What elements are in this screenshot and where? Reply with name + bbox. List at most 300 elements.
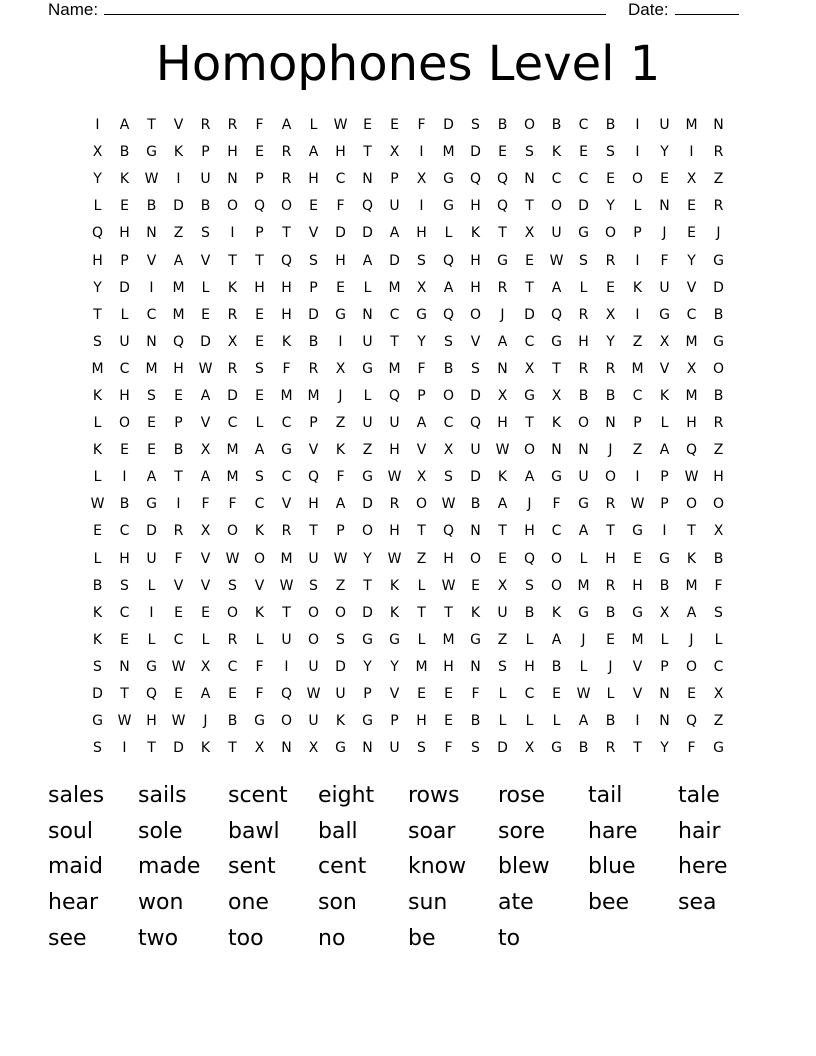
grid-letter[interactable]: W xyxy=(441,577,456,594)
grid-letter[interactable]: B xyxy=(497,117,508,134)
grid-letter[interactable]: M xyxy=(388,360,401,377)
grid-letter[interactable]: S xyxy=(93,658,102,675)
grid-letter[interactable]: K xyxy=(470,225,481,242)
grid-letter[interactable]: Q xyxy=(442,523,455,540)
grid-letter[interactable]: D xyxy=(335,658,346,675)
grid-letter[interactable]: D xyxy=(497,740,508,757)
grid-letter[interactable]: B xyxy=(443,360,454,377)
grid-letter[interactable]: E xyxy=(687,686,696,703)
grid-letter[interactable]: O xyxy=(550,550,563,567)
grid-letter[interactable]: K xyxy=(200,740,211,757)
grid-letter[interactable]: F xyxy=(687,740,696,757)
grid-letter[interactable]: N xyxy=(281,740,292,757)
grid-letter[interactable]: C xyxy=(146,306,157,323)
grid-letter[interactable]: E xyxy=(228,686,237,703)
date-blank-line[interactable] xyxy=(675,0,739,15)
grid-letter[interactable]: R xyxy=(497,279,508,296)
grid-letter[interactable]: C xyxy=(551,523,562,540)
grid-letter[interactable]: Y xyxy=(390,658,399,675)
grid-letter[interactable]: B xyxy=(605,117,616,134)
grid-letter[interactable]: Q xyxy=(388,387,401,404)
grid-letter[interactable]: E xyxy=(687,198,696,215)
grid-letter[interactable]: G xyxy=(551,333,562,350)
grid-letter[interactable]: F xyxy=(282,360,291,377)
grid-letter[interactable]: X xyxy=(713,686,724,703)
grid-letter[interactable]: J xyxy=(689,631,694,648)
grid-letter[interactable]: U xyxy=(497,604,508,621)
grid-letter[interactable]: H xyxy=(470,252,481,269)
grid-letter[interactable]: O xyxy=(685,658,698,675)
grid-letter[interactable]: Q xyxy=(442,306,455,323)
grid-letter[interactable]: X xyxy=(227,333,238,350)
grid-letter[interactable]: S xyxy=(309,577,318,594)
grid-letter[interactable]: T xyxy=(390,333,399,350)
grid-letter[interactable]: B xyxy=(470,713,481,730)
grid-letter[interactable]: W xyxy=(333,117,348,134)
grid-letter[interactable]: C xyxy=(227,658,238,675)
grid-letter[interactable]: J xyxy=(581,631,586,648)
grid-letter[interactable]: C xyxy=(551,171,562,188)
grid-letter[interactable]: G xyxy=(578,604,589,621)
grid-letter[interactable]: R xyxy=(227,117,238,134)
grid-letter[interactable]: F xyxy=(444,740,453,757)
grid-letter[interactable]: F xyxy=(714,577,723,594)
grid-letter[interactable]: R xyxy=(713,415,724,432)
grid-letter[interactable]: I xyxy=(338,333,343,350)
grid-letter[interactable]: D xyxy=(362,496,373,513)
grid-letter[interactable]: L xyxy=(93,550,102,567)
grid-letter[interactable]: H xyxy=(416,713,427,730)
grid-letter[interactable]: E xyxy=(120,442,129,459)
grid-letter[interactable]: T xyxy=(525,198,534,215)
grid-letter[interactable]: S xyxy=(444,333,453,350)
grid-letter[interactable]: H xyxy=(308,171,319,188)
grid-letter[interactable]: C xyxy=(713,658,724,675)
grid-letter[interactable]: M xyxy=(442,631,455,648)
grid-letter[interactable]: S xyxy=(309,252,318,269)
grid-letter[interactable]: D xyxy=(713,279,724,296)
grid-letter[interactable]: C xyxy=(389,306,400,323)
grid-letter[interactable]: O xyxy=(604,469,617,486)
grid-letter[interactable]: S xyxy=(120,577,129,594)
grid-letter[interactable]: O xyxy=(307,631,320,648)
grid-letter[interactable]: G xyxy=(389,631,400,648)
grid-letter[interactable]: N xyxy=(362,171,373,188)
grid-letter[interactable]: A xyxy=(551,631,562,648)
grid-letter[interactable]: R xyxy=(605,577,616,594)
grid-letter[interactable]: C xyxy=(686,306,697,323)
grid-letter[interactable]: R xyxy=(389,496,400,513)
grid-letter[interactable]: S xyxy=(471,360,480,377)
grid-letter[interactable]: D xyxy=(470,387,481,404)
grid-letter[interactable]: L xyxy=(255,415,264,432)
grid-letter[interactable]: E xyxy=(255,387,264,404)
grid-letter[interactable]: H xyxy=(281,279,292,296)
grid-letter[interactable]: F xyxy=(201,496,210,513)
grid-letter[interactable]: C xyxy=(524,333,535,350)
grid-letter[interactable]: V xyxy=(200,252,211,269)
grid-letter[interactable]: I xyxy=(176,496,181,513)
grid-letter[interactable]: Q xyxy=(496,198,509,215)
grid-letter[interactable]: F xyxy=(228,496,237,513)
grid-letter[interactable]: N xyxy=(497,360,508,377)
grid-letter[interactable]: O xyxy=(226,523,239,540)
grid-letter[interactable]: B xyxy=(551,658,562,675)
grid-letter[interactable]: U xyxy=(389,415,400,432)
grid-letter[interactable]: S xyxy=(228,577,237,594)
grid-letter[interactable]: I xyxy=(635,144,640,161)
grid-letter[interactable]: E xyxy=(498,550,507,567)
grid-letter[interactable]: M xyxy=(415,658,428,675)
grid-letter[interactable]: S xyxy=(606,144,615,161)
grid-letter[interactable]: G xyxy=(443,171,454,188)
grid-letter[interactable]: S xyxy=(714,604,723,621)
grid-letter[interactable]: A xyxy=(119,117,130,134)
grid-letter[interactable]: H xyxy=(470,279,481,296)
grid-letter[interactable]: C xyxy=(254,496,265,513)
grid-letter[interactable]: V xyxy=(200,577,211,594)
grid-letter[interactable]: F xyxy=(255,686,264,703)
grid-letter[interactable]: T xyxy=(687,523,696,540)
grid-letter[interactable]: L xyxy=(579,279,588,296)
grid-letter[interactable]: B xyxy=(308,333,319,350)
grid-letter[interactable]: W xyxy=(117,713,132,730)
grid-letter[interactable]: T xyxy=(417,604,426,621)
grid-letter[interactable]: H xyxy=(470,198,481,215)
grid-letter[interactable]: I xyxy=(122,740,127,757)
grid-letter[interactable]: L xyxy=(120,306,129,323)
grid-letter[interactable]: L xyxy=(147,631,156,648)
grid-letter[interactable]: F xyxy=(255,658,264,675)
grid-letter[interactable]: F xyxy=(255,117,264,134)
grid-letter[interactable]: M xyxy=(172,279,185,296)
grid-letter[interactable]: H xyxy=(524,523,535,540)
grid-letter[interactable]: M xyxy=(685,333,698,350)
grid-letter[interactable]: F xyxy=(417,360,426,377)
grid-letter[interactable]: B xyxy=(605,604,616,621)
grid-letter[interactable]: K xyxy=(227,279,238,296)
grid-letter[interactable]: M xyxy=(388,279,401,296)
grid-letter[interactable]: P xyxy=(363,686,372,703)
grid-letter[interactable]: H xyxy=(308,496,319,513)
grid-letter[interactable]: D xyxy=(173,740,184,757)
grid-letter[interactable]: W xyxy=(387,469,402,486)
grid-letter[interactable]: H xyxy=(119,387,130,404)
grid-letter[interactable]: S xyxy=(525,144,534,161)
grid-letter[interactable]: J xyxy=(716,225,721,242)
grid-letter[interactable]: O xyxy=(334,604,347,621)
grid-letter[interactable]: O xyxy=(253,550,266,567)
grid-letter[interactable]: U xyxy=(362,415,373,432)
grid-letter[interactable]: T xyxy=(174,469,183,486)
grid-letter[interactable]: P xyxy=(120,252,129,269)
grid-letter[interactable]: R xyxy=(227,306,238,323)
grid-letter[interactable]: Y xyxy=(417,333,426,350)
grid-letter[interactable]: T xyxy=(552,360,561,377)
grid-letter[interactable]: X xyxy=(551,387,562,404)
grid-letter[interactable]: E xyxy=(120,631,129,648)
grid-letter[interactable]: K xyxy=(92,442,103,459)
grid-letter[interactable]: E xyxy=(174,686,183,703)
grid-letter[interactable]: L xyxy=(201,279,210,296)
grid-letter[interactable]: E xyxy=(606,631,615,648)
grid-letter[interactable]: B xyxy=(146,198,157,215)
grid-letter[interactable]: H xyxy=(254,279,265,296)
grid-letter[interactable]: Q xyxy=(361,198,374,215)
grid-letter[interactable]: L xyxy=(363,279,372,296)
grid-letter[interactable]: T xyxy=(120,686,129,703)
grid-letter[interactable]: D xyxy=(146,523,157,540)
grid-letter[interactable]: K xyxy=(281,333,292,350)
grid-letter[interactable]: B xyxy=(551,117,562,134)
grid-letter[interactable]: E xyxy=(471,577,480,594)
grid-letter[interactable]: R xyxy=(281,523,292,540)
grid-letter[interactable]: I xyxy=(230,225,235,242)
grid-letter[interactable]: S xyxy=(417,252,426,269)
grid-letter[interactable]: D xyxy=(92,686,103,703)
grid-letter[interactable]: N xyxy=(146,225,157,242)
grid-letter[interactable]: Z xyxy=(713,442,724,459)
grid-letter[interactable]: T xyxy=(147,740,156,757)
grid-letter[interactable]: L xyxy=(255,631,264,648)
grid-letter[interactable]: W xyxy=(171,713,186,730)
grid-letter[interactable]: W xyxy=(171,658,186,675)
grid-letter[interactable]: K xyxy=(632,279,643,296)
grid-letter[interactable]: O xyxy=(469,306,482,323)
grid-letter[interactable]: C xyxy=(335,171,346,188)
grid-letter[interactable]: S xyxy=(498,658,507,675)
grid-letter[interactable]: G xyxy=(713,252,724,269)
grid-letter[interactable]: Z xyxy=(335,415,346,432)
grid-letter[interactable]: Y xyxy=(660,740,669,757)
grid-letter[interactable]: I xyxy=(635,713,640,730)
grid-letter[interactable]: W xyxy=(198,360,213,377)
grid-letter[interactable]: B xyxy=(173,442,184,459)
grid-letter[interactable]: I xyxy=(149,604,154,621)
grid-letter[interactable]: C xyxy=(227,415,238,432)
grid-letter[interactable]: T xyxy=(282,604,291,621)
grid-letter[interactable]: Z xyxy=(416,550,427,567)
grid-letter[interactable]: P xyxy=(417,387,426,404)
grid-letter[interactable]: Q xyxy=(280,686,293,703)
grid-letter[interactable]: G xyxy=(551,469,562,486)
grid-letter[interactable]: G xyxy=(362,713,373,730)
grid-letter[interactable]: M xyxy=(685,387,698,404)
grid-letter[interactable]: A xyxy=(362,252,373,269)
grid-letter[interactable]: B xyxy=(659,577,670,594)
grid-letter[interactable]: N xyxy=(362,306,373,323)
grid-letter[interactable]: X xyxy=(659,333,670,350)
grid-letter[interactable]: N xyxy=(659,686,670,703)
grid-letter[interactable]: S xyxy=(93,333,102,350)
grid-letter[interactable]: B xyxy=(470,496,481,513)
grid-letter[interactable]: K xyxy=(254,604,265,621)
grid-letter[interactable]: K xyxy=(551,144,562,161)
grid-letter[interactable]: X xyxy=(686,360,697,377)
grid-letter[interactable]: E xyxy=(255,144,264,161)
grid-letter[interactable]: R xyxy=(578,306,589,323)
grid-letter[interactable]: N xyxy=(227,171,238,188)
grid-letter[interactable]: X xyxy=(92,144,103,161)
grid-letter[interactable]: E xyxy=(552,686,561,703)
grid-letter[interactable]: Z xyxy=(632,333,643,350)
grid-letter[interactable]: F xyxy=(417,117,426,134)
grid-letter[interactable]: L xyxy=(417,631,426,648)
grid-letter[interactable]: U xyxy=(308,550,319,567)
grid-letter[interactable]: K xyxy=(551,604,562,621)
grid-letter[interactable]: K xyxy=(389,604,400,621)
grid-letter[interactable]: G xyxy=(335,740,346,757)
grid-letter[interactable]: M xyxy=(442,144,455,161)
grid-letter[interactable]: M xyxy=(91,360,104,377)
grid-letter[interactable]: E xyxy=(660,171,669,188)
grid-letter[interactable]: E xyxy=(93,523,102,540)
grid-letter[interactable]: A xyxy=(578,713,589,730)
grid-letter[interactable]: A xyxy=(200,686,211,703)
grid-letter[interactable]: B xyxy=(605,387,616,404)
grid-letter[interactable]: P xyxy=(255,171,264,188)
grid-letter[interactable]: K xyxy=(497,469,508,486)
grid-letter[interactable]: L xyxy=(93,198,102,215)
grid-letter[interactable]: F xyxy=(660,252,669,269)
grid-letter[interactable]: P xyxy=(633,225,642,242)
grid-letter[interactable]: V xyxy=(632,658,643,675)
grid-letter[interactable]: X xyxy=(416,279,427,296)
grid-letter[interactable]: G xyxy=(578,225,589,242)
grid-letter[interactable]: T xyxy=(417,523,426,540)
grid-letter[interactable]: C xyxy=(281,469,292,486)
grid-letter[interactable]: V xyxy=(254,577,265,594)
grid-letter[interactable]: O xyxy=(442,387,455,404)
grid-letter[interactable]: V xyxy=(686,279,697,296)
grid-letter[interactable]: G xyxy=(497,252,508,269)
grid-letter[interactable]: Z xyxy=(362,442,373,459)
grid-letter[interactable]: P xyxy=(660,469,669,486)
grid-letter[interactable]: S xyxy=(579,252,588,269)
grid-letter[interactable]: E xyxy=(147,442,156,459)
grid-letter[interactable]: O xyxy=(685,496,698,513)
grid-letter[interactable]: Y xyxy=(363,550,372,567)
grid-letter[interactable]: M xyxy=(145,360,158,377)
grid-letter[interactable]: I xyxy=(95,117,100,134)
grid-letter[interactable]: G xyxy=(416,306,427,323)
grid-letter[interactable]: L xyxy=(309,117,318,134)
grid-letter[interactable]: E xyxy=(201,306,210,323)
grid-letter[interactable]: M xyxy=(685,117,698,134)
grid-letter[interactable]: V xyxy=(146,252,157,269)
grid-letter[interactable]: D xyxy=(119,279,130,296)
grid-letter[interactable]: G xyxy=(713,333,724,350)
grid-letter[interactable]: M xyxy=(280,387,293,404)
grid-letter[interactable]: T xyxy=(498,523,507,540)
grid-letter[interactable]: G xyxy=(335,306,346,323)
grid-letter[interactable]: B xyxy=(713,387,724,404)
grid-letter[interactable]: C xyxy=(443,415,454,432)
grid-letter[interactable]: C xyxy=(578,171,589,188)
grid-letter[interactable]: I xyxy=(635,117,640,134)
grid-letter[interactable]: L xyxy=(633,198,642,215)
grid-letter[interactable]: O xyxy=(523,442,536,459)
grid-letter[interactable]: R xyxy=(281,144,292,161)
grid-letter[interactable]: Q xyxy=(496,171,509,188)
grid-letter[interactable]: R xyxy=(713,144,724,161)
grid-letter[interactable]: I xyxy=(149,279,154,296)
grid-letter[interactable]: C xyxy=(524,686,535,703)
grid-letter[interactable]: L xyxy=(525,713,534,730)
grid-letter[interactable]: P xyxy=(390,171,399,188)
grid-letter[interactable]: U xyxy=(659,117,670,134)
grid-letter[interactable]: U xyxy=(119,333,130,350)
grid-letter[interactable]: X xyxy=(200,658,211,675)
grid-letter[interactable]: X xyxy=(524,740,535,757)
grid-letter[interactable]: N xyxy=(605,415,616,432)
grid-letter[interactable]: L xyxy=(525,631,534,648)
grid-letter[interactable]: W xyxy=(144,171,159,188)
grid-letter[interactable]: O xyxy=(307,604,320,621)
grid-letter[interactable]: B xyxy=(92,577,103,594)
grid-letter[interactable]: P xyxy=(255,225,264,242)
grid-letter[interactable]: E xyxy=(255,306,264,323)
grid-letter[interactable]: I xyxy=(689,144,694,161)
grid-letter[interactable]: O xyxy=(577,415,590,432)
grid-letter[interactable]: B xyxy=(713,550,724,567)
grid-letter[interactable]: A xyxy=(281,117,292,134)
grid-letter[interactable]: R xyxy=(713,198,724,215)
grid-letter[interactable]: G xyxy=(362,360,373,377)
grid-letter[interactable]: Y xyxy=(93,279,102,296)
grid-letter[interactable]: Y xyxy=(606,333,615,350)
grid-letter[interactable]: O xyxy=(712,360,725,377)
name-blank-line[interactable] xyxy=(104,0,606,15)
grid-letter[interactable]: Q xyxy=(442,252,455,269)
grid-letter[interactable]: E xyxy=(174,387,183,404)
grid-letter[interactable]: Y xyxy=(660,144,669,161)
grid-letter[interactable]: Q xyxy=(172,333,185,350)
grid-letter[interactable]: G xyxy=(146,144,157,161)
grid-letter[interactable]: S xyxy=(525,577,534,594)
grid-letter[interactable]: R xyxy=(227,631,238,648)
grid-letter[interactable]: W xyxy=(684,469,699,486)
grid-letter[interactable]: K xyxy=(92,631,103,648)
grid-letter[interactable]: I xyxy=(419,144,424,161)
grid-letter[interactable]: N xyxy=(146,333,157,350)
grid-letter[interactable]: U xyxy=(281,631,292,648)
grid-letter[interactable]: L xyxy=(579,658,588,675)
grid-letter[interactable]: O xyxy=(550,198,563,215)
grid-letter[interactable]: S xyxy=(93,740,102,757)
grid-letter[interactable]: M xyxy=(226,442,239,459)
grid-letter[interactable]: K xyxy=(173,144,184,161)
grid-letter[interactable]: B xyxy=(524,604,535,621)
grid-letter[interactable]: H xyxy=(335,144,346,161)
grid-letter[interactable]: I xyxy=(122,469,127,486)
grid-letter[interactable]: T xyxy=(147,117,156,134)
grid-letter[interactable]: L xyxy=(417,577,426,594)
grid-letter[interactable]: V xyxy=(470,333,481,350)
grid-letter[interactable]: G xyxy=(713,740,724,757)
grid-letter[interactable]: L xyxy=(93,415,102,432)
grid-letter[interactable]: E xyxy=(606,171,615,188)
grid-letter[interactable]: K xyxy=(335,442,346,459)
grid-letter[interactable]: B xyxy=(227,713,238,730)
grid-letter[interactable]: U xyxy=(551,225,562,242)
grid-letter[interactable]: E xyxy=(525,252,534,269)
grid-letter[interactable]: R xyxy=(227,360,238,377)
grid-letter[interactable]: D xyxy=(173,198,184,215)
grid-letter[interactable]: Q xyxy=(685,713,698,730)
grid-letter[interactable]: L xyxy=(93,469,102,486)
grid-letter[interactable]: G xyxy=(146,658,157,675)
